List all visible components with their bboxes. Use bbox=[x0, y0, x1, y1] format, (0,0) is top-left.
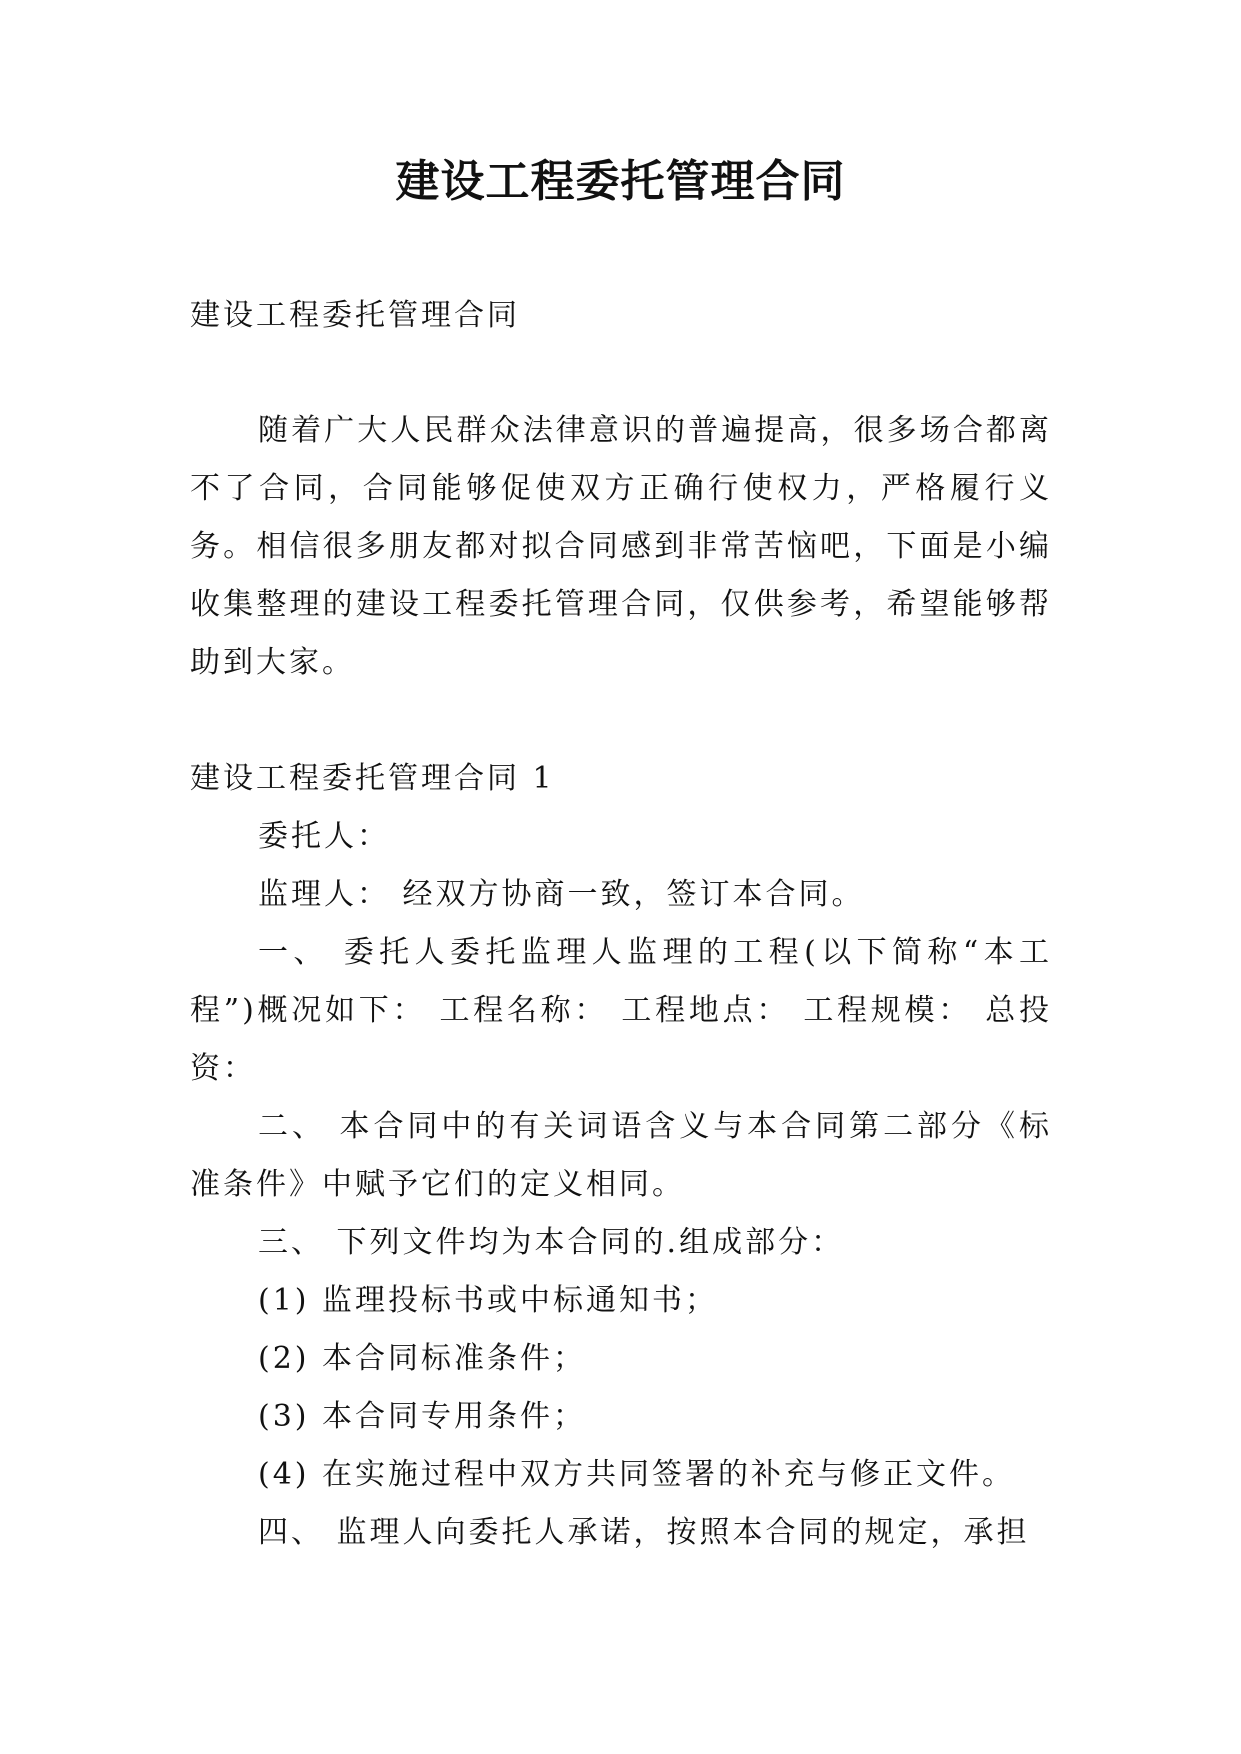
clause-item-3: (3) 本合同专用条件； bbox=[258, 1399, 587, 1434]
contract-clauses bbox=[190, 808, 1052, 1562]
clause-three: 三、 下列文件均为本合同的.组成部分： bbox=[258, 1225, 845, 1260]
clause-item-1: (1) 监理投标书或中标通知书； bbox=[258, 1283, 719, 1318]
clause-four: 四、 监理人向委托人承诺，按照本合同的规定，承担 bbox=[258, 1515, 1030, 1550]
clause-one: 一、 委托人委托监理人监理的工程(以下简称“本工程”)概况如下： 工程名称： 工程地点： 工程规模： 总投 资： bbox=[190, 935, 1052, 1086]
clause-client: 委托人： bbox=[258, 819, 390, 854]
document-subtitle: 建设工程委托管理合同 bbox=[190, 298, 520, 333]
intro-paragraph: 随着广大人民群众法律意识的普遍提高，很多场合都离不了合同，合同能够促使双方正确行使权力，严格履行义务。相信很多朋友都对拟合同感到非常苦恼吧，下面是小编收集整理的建设工程委托管理合同，仅供参考，希望能够帮助到大家。 bbox=[190, 413, 1052, 680]
clause-item-4: (4) 在实施过程中双方共同签署的补充与修正文件。 bbox=[258, 1457, 1016, 1492]
section-heading: 建设工程委托管理合同 1 bbox=[190, 761, 555, 796]
clause-item-2: (2) 本合同标准条件； bbox=[258, 1341, 587, 1376]
clause-supervisor: 监理人： 经双方协商一致，签订本合同。 bbox=[258, 877, 865, 912]
document-title: 建设工程委托管理合同 bbox=[395, 156, 846, 207]
clause-two: 二、 本合同中的有关词语含义与本合同第二部分《标准条件》中赋予它们的定义相同。 bbox=[190, 1109, 1052, 1202]
